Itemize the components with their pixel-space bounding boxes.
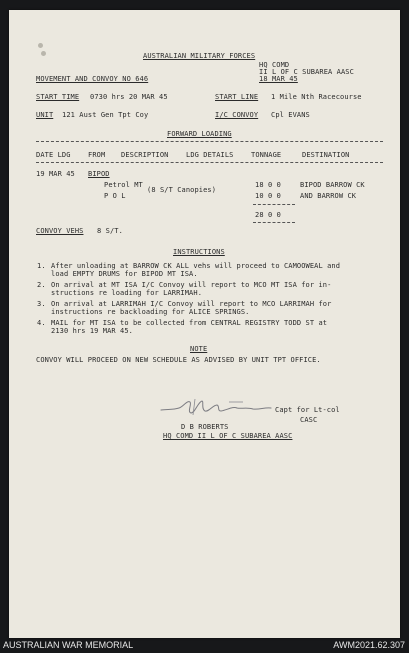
footer-accession: AWM2021.62.307 bbox=[333, 640, 405, 650]
column-header: DATE LDG bbox=[36, 151, 71, 159]
column-header: DESCRIPTION bbox=[121, 151, 169, 159]
convoy-vehs-label: CONVOY VEHS bbox=[36, 227, 84, 235]
punch-hole bbox=[41, 51, 46, 56]
table-rule bbox=[36, 162, 383, 163]
unit-value: 121 Aust Gen Tpt Coy bbox=[62, 111, 149, 119]
start-time-label: START TIME bbox=[36, 93, 80, 101]
unit-label: UNIT bbox=[36, 111, 54, 119]
instruction-text: instructions re backloading for ALICE SPRINGS. bbox=[51, 308, 250, 316]
column-header: DESTINATION bbox=[302, 151, 350, 159]
item-destination: BIPOD BARROW CK bbox=[300, 181, 365, 189]
instructions-heading: INSTRUCTIONS bbox=[173, 248, 225, 256]
start-time-value: 0730 hrs 20 MAR 45 bbox=[90, 93, 168, 101]
signature-rank: Capt for Lt-col bbox=[275, 406, 340, 414]
total-rule bbox=[253, 222, 295, 223]
ic-convoy-label: I/C CONVOY bbox=[215, 111, 259, 119]
forward-loading-heading: FORWARD LOADING bbox=[167, 130, 232, 138]
start-line-label: START LINE bbox=[215, 93, 259, 101]
instruction-text: After unloading at BARROW CK ALL vehs will proceed to CAMOOWEAL and bbox=[51, 262, 341, 270]
ic-convoy-value: Cpl EVANS bbox=[271, 111, 310, 119]
loading-from: BIPOD bbox=[88, 170, 110, 178]
hq-line: II L OF C SUBAREA AASC bbox=[259, 68, 354, 76]
hq-line: HQ COMD bbox=[259, 61, 290, 69]
document-title: AUSTRALIAN MILITARY FORCES bbox=[143, 52, 256, 60]
column-header: FROM bbox=[88, 151, 106, 159]
instruction-text: 2130 hrs 19 MAR 45. bbox=[51, 327, 133, 335]
document-date: 18 MAR 45 bbox=[259, 75, 298, 83]
instruction-number: 2. bbox=[37, 281, 46, 289]
loading-date: 19 MAR 45 bbox=[36, 170, 75, 178]
item-description: Petrol MT bbox=[104, 181, 143, 189]
item-description: P O L bbox=[104, 192, 126, 200]
signatory-name: D B ROBERTS bbox=[181, 423, 229, 431]
punch-hole bbox=[38, 43, 43, 48]
instruction-text: structions re loading for LARRIMAH. bbox=[51, 289, 203, 297]
column-header: LDG DETAILS bbox=[186, 151, 234, 159]
item-tonnage: 10 0 0 bbox=[255, 192, 281, 200]
total-rule bbox=[253, 204, 295, 205]
loading-details: (8 S/T Canopies) bbox=[147, 186, 217, 194]
convoy-vehs-value: 8 S/T. bbox=[97, 227, 123, 235]
instruction-number: 1. bbox=[37, 262, 46, 270]
total-tonnage: 28 0 0 bbox=[255, 211, 281, 219]
movement-number: MOVEMENT AND CONVOY NO 646 bbox=[36, 75, 149, 83]
instruction-text: On arrival at LARRIMAH I/C Convoy will report to MCO LARRIMAH for bbox=[51, 300, 332, 308]
start-line-value: 1 Mile Nth Racecourse bbox=[271, 93, 362, 101]
handwritten-signature bbox=[157, 396, 275, 418]
item-destination: AND BARROW CK bbox=[300, 192, 357, 200]
table-rule bbox=[36, 141, 383, 142]
instruction-text: On arrival at MT ISA I/C Convoy will report to MCO MT ISA for in- bbox=[51, 281, 332, 289]
instruction-number: 3. bbox=[37, 300, 46, 308]
instruction-text: load EMPTY DRUMS for BIPOD MT ISA. bbox=[51, 270, 198, 278]
item-tonnage: 18 0 0 bbox=[255, 181, 281, 189]
footer-credit: AUSTRALIAN WAR MEMORIAL bbox=[3, 640, 134, 650]
signature-cmd: CASC bbox=[300, 416, 318, 424]
instruction-text: MAIL for MT ISA to be collected from CENTRAL REGISTRY TODD ST at bbox=[51, 319, 328, 327]
column-header: TONNAGE bbox=[251, 151, 282, 159]
note-text: CONVOY WILL PROCEED ON NEW SCHEDULE AS ADVISED BY UNIT TPT OFFICE. bbox=[36, 356, 321, 364]
note-heading: NOTE bbox=[190, 345, 208, 353]
instruction-number: 4. bbox=[37, 319, 46, 327]
signatory-hq: HQ COMD II L OF C SUBAREA AASC bbox=[163, 432, 293, 440]
